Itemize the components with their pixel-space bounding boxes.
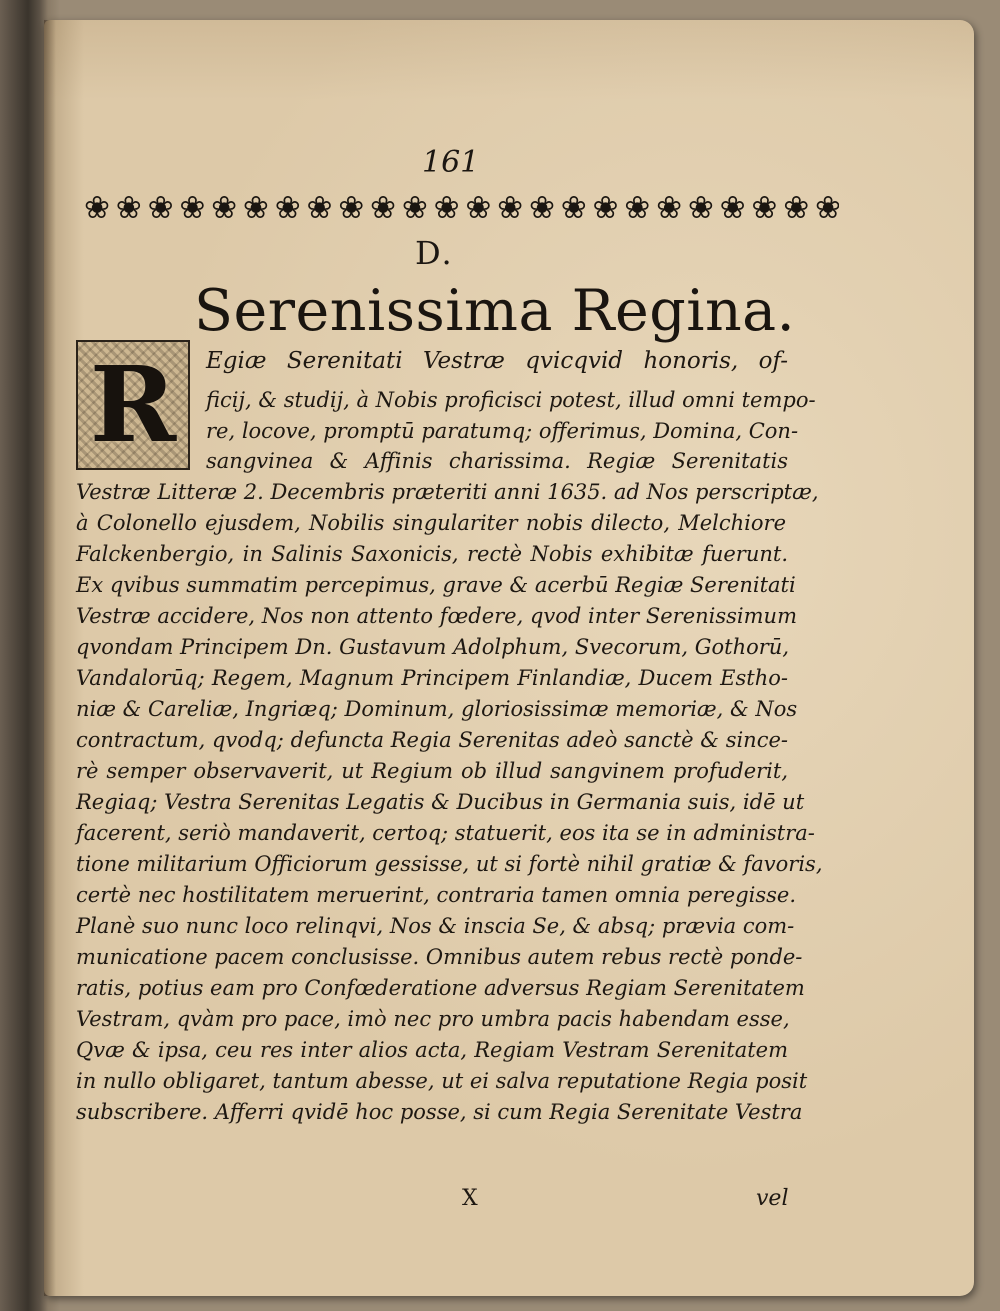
page-title: Serenissima Regina. — [194, 278, 796, 344]
ornament-icon: ❀ — [115, 190, 140, 226]
text-line: Qvæ & ipsa, ceu res inter alios acta, Regiam Vestram Serenitatem — [76, 1038, 788, 1062]
page-number: 161 — [422, 145, 480, 180]
text-line: Vestræ accidere, Nos non attento fœdere, qvod inter Serenissimum — [76, 604, 797, 628]
ornament-icon: ❀ — [528, 190, 553, 226]
ornament-icon: ❀ — [560, 190, 585, 226]
gutter-shadow — [44, 20, 56, 1296]
text-line: tione militarium Officiorum gessisse, ut si fortè nihil gratiæ & favoris, — [76, 852, 823, 876]
ornament-icon: ❀ — [242, 190, 267, 226]
text-line: facerent, seriò mandaverit, certoq; statuerit, eos ita se in administra- — [76, 821, 815, 845]
decorated-initial-letter: R — [89, 343, 177, 466]
book-page — [44, 20, 974, 1296]
text-line: Falckenbergio, in Salinis Saxonicis, rectè Nobis exhibitæ fuerunt. — [76, 542, 788, 566]
text-line: in nullo obligaret, tantum abesse, ut ei salva reputatione Regia posit — [76, 1069, 808, 1093]
ornament-icon: ❀ — [465, 190, 490, 226]
section-letter: D. — [415, 234, 454, 272]
ornament-icon: ❀ — [274, 190, 299, 226]
ornament-icon: ❀ — [370, 190, 395, 226]
ornament-icon: ❀ — [147, 190, 172, 226]
text-line: Vandalorūq; Regem, Magnum Principem Finlandiæ, Ducem Estho- — [76, 666, 788, 690]
text-line: re, locove, promptū paratumq; offerimus, Domina, Con- — [206, 419, 799, 443]
ornament-icon: ❀ — [656, 190, 681, 226]
text-line: Regiaq; Vestra Serenitas Legatis & Ducibus in Germania suis, idē ut — [76, 790, 805, 814]
text-line: subscribere. Afferri qvidē hoc posse, si cum Regia Serenitate Vestra — [76, 1100, 803, 1124]
catchword: vel — [756, 1186, 789, 1211]
text-line: niæ & Careliæ, Ingriæq; Dominum, gloriosissimæ memoriæ, & Nos — [76, 697, 798, 721]
ornament-icon: ❀ — [306, 190, 331, 226]
ornament-icon: ❀ — [338, 190, 363, 226]
ornament-icon: ❀ — [84, 190, 108, 226]
ornament-icon: ❀ — [433, 190, 458, 226]
ornament-icon: ❀ — [814, 190, 839, 226]
text-line: Planè suo nunc loco relinqvi, Nos & inscia Se, & absq; prævia com- — [76, 914, 795, 938]
ornament-icon: ❀ — [592, 190, 617, 226]
text-line: à Colonello ejusdem, Nobilis singulariter nobis dilecto, Melchiore — [76, 511, 786, 535]
ornament-icon: ❀ — [211, 190, 236, 226]
text-line: Vestræ Litteræ 2. Decembris præteriti anni 1635. ad Nos perscriptæ, — [76, 480, 819, 504]
text-line: municatione pacem conclusisse. Omnibus autem rebus rectè ponde- — [76, 945, 803, 969]
text-line: Ex qvibus summatim percepimus, grave & acerbū Regiæ Serenitati — [76, 573, 796, 597]
ornament-icon: ❀ — [719, 190, 744, 226]
decorated-initial — [76, 340, 190, 470]
ornament-icon: ❀ — [401, 190, 426, 226]
text-line: rè semper observaverit, ut Regium ob illud sangvinem profuderit, — [76, 759, 788, 783]
text-line: ratis, potius eam pro Confœderatione adversus Regiam Serenitatem — [76, 976, 805, 1000]
ornament-icon: ❀ — [179, 190, 204, 226]
text-line: certè nec hostilitatem meruerint, contraria tamen omnia peregisse. — [76, 883, 797, 907]
signature-mark: X — [462, 1186, 478, 1211]
ornament-icon: ❀ — [783, 190, 808, 226]
ornament-icon: ❀ — [751, 190, 776, 226]
text-line: Egiæ Serenitati Vestræ qvicqvid honoris, of- — [206, 348, 788, 374]
text-line: ficij, & studij, à Nobis proficisci potest, illud omni tempo- — [206, 388, 816, 412]
text-line: qvondam Principem Dn. Gustavum Adolphum, Svecorum, Gothorū, — [76, 635, 789, 659]
text-line: sangvinea & Affinis charissima. Regiæ Serenitatis — [206, 449, 788, 473]
ornamental-header-band — [84, 186, 839, 230]
ornament-icon: ❀ — [687, 190, 712, 226]
text-line: contractum, qvodq; defuncta Regia Serenitas adeò sanctè & since- — [76, 728, 788, 752]
text-line: Vestram, qvàm pro pace, imò nec pro umbra pacis habendam esse, — [76, 1007, 790, 1031]
ornament-icon: ❀ — [624, 190, 649, 226]
ornament-icon: ❀ — [497, 190, 522, 226]
